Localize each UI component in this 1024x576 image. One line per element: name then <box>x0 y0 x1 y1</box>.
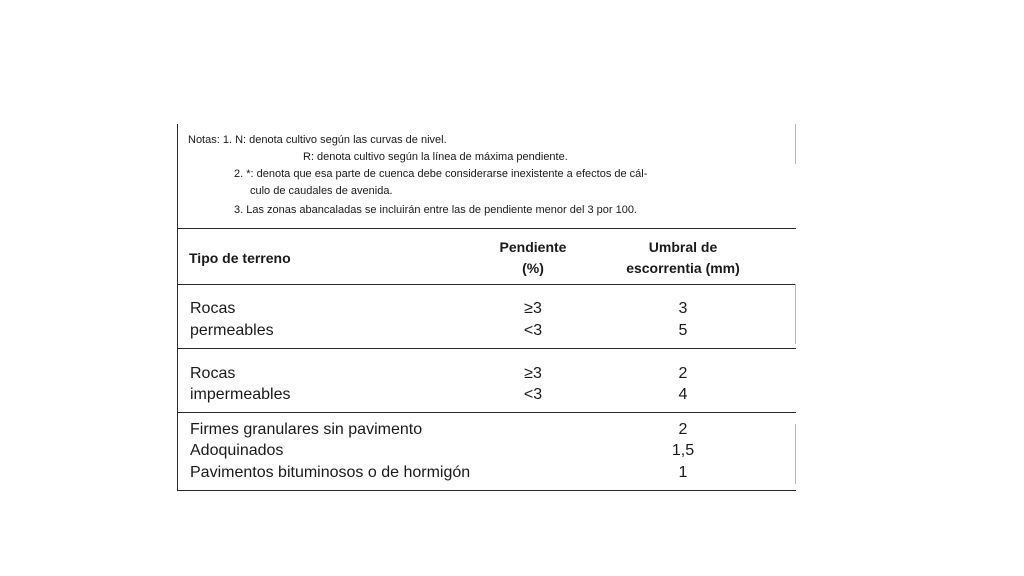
header-pendiente <box>483 237 583 279</box>
header-bottom-rule <box>178 284 796 285</box>
scan-edge-mark <box>795 424 796 484</box>
cell-umbral: 1 <box>678 464 688 481</box>
note-line-3: 2. *: denota que esa parte de cuenca debe considerarse inexistente a efectos de cál- <box>234 168 648 180</box>
notes-block <box>178 124 796 228</box>
cell-tipo: Pavimentos bituminosos o de hormigón <box>190 464 471 481</box>
scan-edge-mark <box>795 284 796 344</box>
cell-pendiente: <3 <box>523 386 543 403</box>
cell-umbral: 5 <box>678 322 688 339</box>
header-umbral <box>603 237 763 279</box>
scan-edge-mark <box>795 124 796 164</box>
cell-pendiente: ≥3 <box>524 300 542 317</box>
cell-umbral: 3 <box>678 300 688 317</box>
cell-tipo: Adoquinados <box>190 442 284 459</box>
cell-pendiente: <3 <box>523 322 543 339</box>
cell-umbral: 2 <box>678 421 688 438</box>
cell-tipo: Firmes granulares sin pavimento <box>190 421 423 438</box>
cell-pendiente: ≥3 <box>524 365 542 382</box>
table-top-rule <box>178 228 796 229</box>
cell-tipo: Rocas <box>190 365 236 382</box>
header-umbral-line2: escorrentia (mm) <box>626 260 740 276</box>
header-pendiente-line2: (%) <box>522 260 544 276</box>
note-line-5: 3. Las zonas abancaladas se incluirán entre las de pendiente menor del 3 por 100. <box>234 204 637 216</box>
document-table <box>177 124 796 491</box>
cell-tipo: impermeables <box>190 386 291 403</box>
cell-tipo: Rocas <box>190 300 236 317</box>
cell-umbral: 4 <box>678 386 688 403</box>
header-pendiente-line1: Pendiente <box>499 239 567 255</box>
note-line-4: culo de caudales de avenida. <box>250 185 393 197</box>
note-line-2: R: denota cultivo según la línea de máxima pendiente. <box>303 151 568 163</box>
header-umbral-line1: Umbral de <box>648 239 718 255</box>
note-line-1: Notas: 1. N: denota cultivo según las curvas de nivel. <box>188 134 447 146</box>
cell-tipo: permeables <box>190 322 274 339</box>
group-divider <box>178 412 796 413</box>
group-divider <box>178 348 796 349</box>
cell-umbral: 1,5 <box>671 442 695 459</box>
cell-umbral: 2 <box>678 365 688 382</box>
header-tipo-de-terreno: Tipo de terreno <box>189 250 291 266</box>
